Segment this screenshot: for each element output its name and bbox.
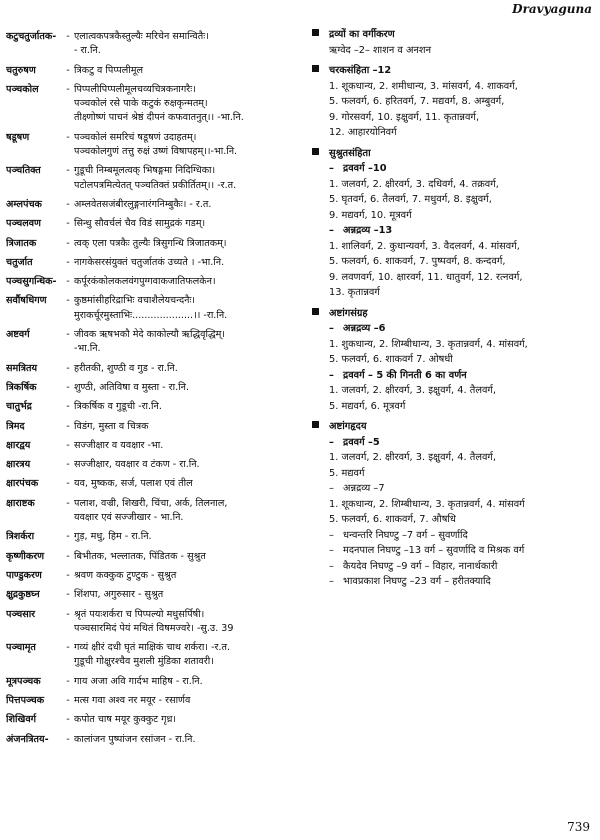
glossary-entry [6,400,298,414]
entry-continuation: पटोलपत्रमित्येतत् पञ्चतिक्तं प्रकीर्तितम्।। -र.त. [74,179,237,191]
glossary-entry [6,294,298,323]
glossary-entry [6,217,298,231]
entry-dash: - [66,420,70,432]
list-line: 13. कृतान्नवर्ग [329,287,380,298]
entry-text: कुष्ठमांसीहरिद्राभिः वचाशैलेयचन्दनैः। [74,295,196,307]
entry-dash: - [66,362,70,374]
entry-text: श्रवण कक्कुक टुण्टुक - सुश्रुत [74,569,177,581]
page-number: 739 [567,820,590,834]
glossary-entry [6,275,298,289]
entry-term: मूत्रपञ्चक [6,675,41,687]
entry-term: कटुचतुर्जातक- [6,31,57,42]
glossary-entry [6,362,298,376]
glossary-entry [6,328,298,357]
entry-text: गुड़, मधु, हिम - रा.नि. [74,531,152,543]
entry-text: कर्पूरकंकोलकलवंगपुग्गवाकजातिफलकेन। [74,276,216,288]
list-line: 1. जलवर्ग, 2. क्षीरवर्ग, 3. इक्षुवर्ग, 4. तैलवर्ग, [329,452,497,463]
entry-dash: - [66,218,70,230]
entry-continuation: गुडूची गोक्षुरश्चैव मुशली मुंडिका शतावरी। [74,656,214,668]
bullet-icon [312,308,319,315]
glossary-entry [6,733,298,747]
glossary-entry [6,30,298,59]
bullet-icon [312,148,319,155]
subsection-title: – द्रववर्ग –5 [329,436,380,448]
entry-text: हरीतकी, शुण्ठी व गुड - रा.नि. [74,362,178,374]
right-column [312,22,596,590]
entry-text: त्रिकर्षिक व गुडूची -रा.नि. [74,401,162,413]
bullet-icon [312,421,319,428]
list-line: 9. मद्यवर्ग, 10. मूत्रवर्ग [329,209,412,221]
glossary-entry [6,64,298,78]
nighantu-line: – कैयदेव निघण्टु –9 वर्ग – विहार, नानार्थकारी [329,560,498,572]
entry-term: क्षारपंचक [6,478,39,490]
entry-text: बिभीतक, भल्लातक, पिंडितक - सुश्रुत [74,550,206,562]
entry-term: समत्रितय [6,362,38,374]
entry-term: क्षारद्वय [6,439,31,451]
entry-text: मत्स गवा अश्व नर मयूर - रसार्णव [74,694,191,706]
entry-text: अम्लवेतसजंबीरलुङ्गनारंगनिम्बुकैः। - र.त. [74,198,212,210]
entry-continuation: तीक्ष्णोष्णं पाचनं श्रेष्ठं दीपनं कफवातनुत्।। -भा.नि. [74,112,244,124]
entry-text: श्रृतं पयःशर्करा च पिप्पल्यो मधुसर्पिषी। [74,608,205,620]
entry-text: सज्जीक्षार, यवक्षार व टंकण - रा.नि. [74,459,200,471]
entry-dash: - [66,131,70,143]
glossary-entry [6,83,298,126]
section-title: अष्टांगहृदय [312,419,596,435]
entry-dash: - [66,478,70,490]
entry-text: नागकेसरसंयुक्तं चतुर्जातकं उच्यते । -भा.नि. [74,256,225,268]
list-line: 1. जलवर्ग, 2. क्षीरवर्ग, 3. इक्षुवर्ग, 4. तैलवर्ग, [329,385,497,396]
entry-dash: - [66,83,70,95]
glossary-entry [6,164,298,193]
entry-text: गुडूची निम्बमूलत्वक् भिषङ्गमा निदिग्धिका। [74,165,216,177]
entry-term: पञ्चसार [6,608,36,620]
entry-dash: - [66,198,70,210]
entry-dash: - [66,381,70,393]
entry-term: त्रिमद [6,420,25,432]
entry-dash: - [66,276,70,288]
entry-dash: - [66,439,70,451]
entry-text: त्वक् एला पत्रकैः तुल्यैः त्रिसुगन्धि त्रिजातकम्। [74,237,227,249]
entry-text: गाय अजा अवि गार्दभ माहिष - रा.नि. [74,675,203,687]
entry-term: अंजनत्रितय- [6,733,49,745]
entry-text: एलात्वकपत्रकैस्तुल्यैः मरिचेन समान्वितैः। [74,31,209,42]
glossary-entry [6,439,298,453]
entry-dash: - [66,589,70,601]
entry-text: विडंग, मुस्ता व चित्रक [74,420,149,432]
entry-text: पञ्चकोलं समरिचं षडूषणं उदाहतम्। [74,131,197,143]
glossary-entry [6,588,298,602]
list-line: 5. मद्यवर्ग [329,467,365,479]
entry-term: अम्लपंचक [6,198,42,210]
entry-dash: - [66,237,70,249]
section-title: चरकसंहिता –12 [312,63,596,79]
entry-text: कालांजन पुष्पांजन रसांजन - रा.नि. [74,733,196,745]
list-line: 1. शुकधान्य, 2. शिम्बीधान्य, 3. कृतान्नवर्ग, 4. मांसवर्ग, [329,338,528,350]
entry-dash: - [66,497,70,509]
entry-dash: - [66,256,70,268]
glossary-entry [6,713,298,727]
entry-continuation: पञ्चकोलगुणं तत्तु रुक्षं उष्णं विषापहम्।।-भा.नि. [74,146,238,158]
entry-dash: - [66,642,70,654]
entry-text: सज्जीक्षार व यवक्षार -भा. [74,439,164,451]
entry-dash: - [66,531,70,543]
nighantu-line: – भावप्रकाश निघण्टु –23 वर्ग – हरीतक्यादि [329,576,491,587]
bullet-icon [312,29,319,36]
list-line: 1. शूकधान्य, 2. शमीधान्य, 3. मांसवर्ग, 4. शाकवर्ग, [329,80,518,92]
subsection-title: – अन्नद्रव्य –7 [329,483,385,494]
glossary-entry [6,608,298,637]
entry-text: कपोत चाष मयूर कुक्कुट गृध्र। [74,714,177,726]
list-line: 5. फलवर्ग, 6. शाकवर्ग 7. ओषधी [329,354,453,365]
entry-text: गव्यं क्षीरं दधी घृतं माक्षिकं चाथ शर्करा। -र.त. [74,642,231,654]
entry-dash: - [66,733,70,745]
glossary-entry [6,675,298,689]
entry-term: पञ्चतिक्त [6,165,41,177]
entry-term: षडूषण [6,131,30,143]
subsection-title: – द्रववर्ग –10 [329,163,387,174]
entry-term: अष्टवर्ग [6,329,30,341]
glossary-entry [6,256,298,270]
entry-dash: - [66,64,70,76]
entry-term: चतुर्जात [6,256,33,268]
entry-term: पित्तपञ्चक [6,694,45,706]
entry-dash: - [66,608,70,620]
entry-text: त्रिकटु व पिप्पलीमूल [74,64,143,76]
entry-term: पञ्चकोल [6,83,39,95]
entry-dash: - [66,714,70,726]
section-title: सुश्रुतसंहिता [312,146,596,162]
entry-continuation: मुराकर्चूरमुस्ताभिः....................।। -रा.नि. [74,309,228,321]
entry-text: शुण्ठी, अतिविषा व मुस्ता - रा.नि. [74,381,189,393]
entry-term: क्षुद्रकुष्ठघ्न [6,589,40,601]
entry-dash: - [66,31,70,42]
glossary-entry [6,381,298,395]
entry-term: पञ्चलवण [6,218,41,230]
glossary-entry [6,198,298,212]
list-line: 1. शूकधान्य, 2. शिम्बीधान्य, 3. कृतान्नवर्ग, 4. मांसवर्ग [329,498,525,510]
glossary-entry [6,497,298,526]
entry-dash: - [66,401,70,413]
list-line: 5. फलवर्ग, 6. शाकवर्ग, 7. औषधि [329,514,456,525]
section-line: ऋग्वेद –2– शाशन व अनशन [329,44,432,56]
entry-term: चतुरुषण [6,64,36,76]
list-line: 5. फलवर्ग, 6. शाकवर्ग, 7. पुष्पवर्ग, 8. कन्दवर्ग, [329,256,506,267]
list-line: 5. मद्यवर्ग, 6. मूत्रवर्ग [329,400,406,412]
entry-term: क्षारत्रय [6,459,31,471]
entry-dash: - [66,165,70,177]
entry-term: पञ्चसुगन्धिक- [6,276,57,288]
entry-term: त्रिशर्करा [6,531,35,543]
entry-term: सर्वौषधिगण [6,295,47,307]
nighantu-line: – धन्वन्तरि निघण्टु –7 वर्ग – सुवर्णादि [329,529,468,541]
section-title: अष्टांगसंग्रह [312,306,596,322]
subsection-title: – अन्नद्रव्य –6 [329,323,386,334]
entry-dash: - [66,295,70,307]
entry-term: पाण्डुकरण [6,569,42,581]
entry-text: पिप्पलीपिप्पलीमूलचव्यचित्रकनागरैः। [74,83,196,95]
glossary-entry [6,641,298,670]
entry-dash: - [66,694,70,706]
entry-text: यव, मुष्कक, सर्ज, पलाश एवं तील [74,478,193,490]
entry-term: पञ्चामृत [6,642,36,654]
glossary-entry [6,550,298,564]
entry-term: चातुर्भद्र [6,401,32,413]
entry-term: क्षाराष्टक [6,497,35,509]
bullet-icon [312,65,319,72]
entry-text: जीवक ऋषभकौ मेदे काकोल्यौ ऋद्धिवृद्धिम्। [74,329,225,341]
entry-continuation: पञ्चकोलं रसे पाके कटुकं रुक्षकृन्मतम्। [74,98,208,110]
subsection-title: – अन्नद्रव्य –13 [329,225,393,236]
entry-term: कृष्णीकरण [6,550,45,562]
glossary-entry [6,458,298,472]
entry-text: पलाश, वज्री, शिखरी, चिंचा, अर्क, तिलनाल, [74,497,228,509]
list-line: 12. आहारयोनिवर्ग [329,127,397,138]
nighantu-line: – मदनपाल निघण्टु –13 वर्ग – सुवर्णादि व मिश्रक वर्ग [329,545,525,556]
entry-term: त्रिजातक [6,237,37,249]
entry-dash: - [66,329,70,341]
entry-continuation: पञ्चसारमिदं पेयं मथितं विषमज्वरे। -सु.उ. 39 [74,622,234,634]
entry-term: शिखिवर्ग [6,714,37,726]
page-header: Dravyaguna [512,2,592,16]
entry-term: त्रिकर्षिक [6,381,37,393]
list-line: 5. फलवर्ग, 6. हरितवर्ग, 7. मद्यवर्ग, 8. अम्बुवर्ग, [329,96,505,107]
entry-text: शिंशपा, अगुरुसार - सुश्रुत [74,589,164,601]
entry-dash: - [66,459,70,471]
glossary-entry [6,131,298,160]
section-title: द्रव्यों का वर्गीकरण [312,27,596,43]
list-line: 9. गोरसवर्ग, 10. इक्षुवर्ग, 11. कृतान्नवर्ग, [329,111,480,123]
list-line: 1. जलवर्ग, 2. क्षीरवर्ग, 3. दधिवर्ग, 4. तक्रवर्ग, [329,178,499,190]
entry-dash: - [66,675,70,687]
entry-continuation: - रा.नि. [74,45,101,57]
list-line: 1. शालिवर्ग, 2. कुधान्यवर्ग, 3. वैदलवर्ग, 4. मांसवर्ग, [329,240,520,252]
entry-continuation: -भा.नि. [74,343,101,355]
glossary-entry [6,530,298,544]
entry-dash: - [66,550,70,562]
left-column [6,30,298,752]
list-line: 9. लवणवर्ग, 10. क्षारवर्ग, 11. धातुवर्ग, 12. रत्नवर्ग, [329,271,523,283]
glossary-entry [6,694,298,708]
glossary-entry [6,420,298,434]
list-line: 5. घृतवर्ग, 6. तैलवर्ग, 7. मधुवर्ग, 8. इक्षुवर्ग, [329,194,492,205]
entry-continuation: यवक्षार एवं सज्जीखार - भा.नि. [74,512,184,524]
subsection-title: – द्रववर्ग – 5 की गिनती 6 का वर्णन [329,369,467,381]
glossary-entry [6,477,298,491]
glossary-entry [6,237,298,251]
entry-dash: - [66,569,70,581]
entry-text: सिन्धु सौवर्चलं चैव विडं सामुद्रकं गडम्। [74,218,206,230]
glossary-entry [6,569,298,583]
